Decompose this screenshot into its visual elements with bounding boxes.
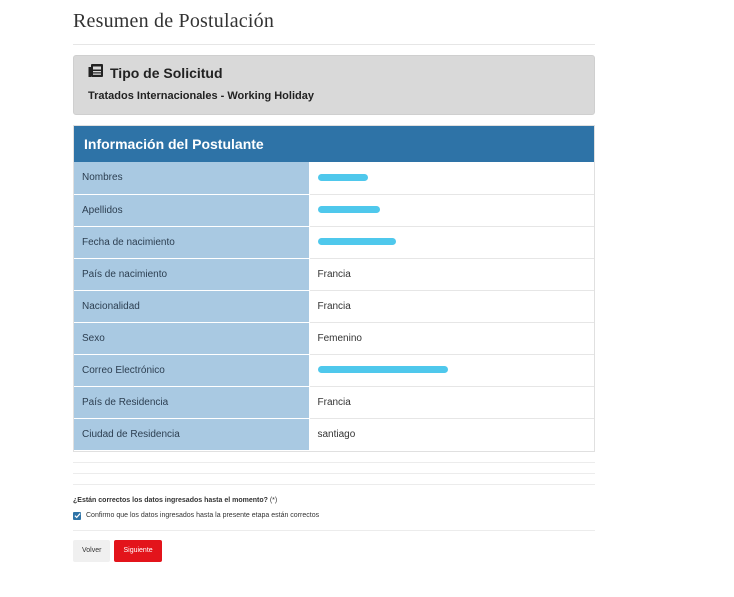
table-row [74,386,594,418]
table-row [74,290,594,322]
confirm-question-text: ¿Están correctos los datos ingresados hasta el momento? [73,496,268,504]
tipo-solicitud-title: Tipo de Solicitud [110,65,223,81]
row-value-nacionalidad: Francia [309,290,594,322]
divider [73,484,595,485]
row-label-pais-nacimiento: País de nacimiento [74,258,309,290]
redaction-mark [318,174,368,181]
table-row [74,162,594,194]
applicant-info-header: Información del Postulante [74,126,594,162]
applicant-info-panel [73,125,595,452]
table-row [74,354,594,386]
confirm-checkbox-label: Confirmo que los datos ingresados hasta la presente etapa están correctos [86,512,320,519]
row-value-fecha-nacimiento [309,226,594,258]
newspaper-icon [88,63,104,83]
confirm-checkbox[interactable] [73,512,81,520]
table-row [74,418,594,450]
row-label-correo: Correo Electrónico [74,354,309,386]
divider [73,44,595,45]
row-value-ciudad-residencia: santiago [309,418,594,450]
row-label-fecha-nacimiento: Fecha de nacimiento [74,226,309,258]
applicant-info-table [74,162,594,451]
divider [73,473,595,474]
row-value-nombres [309,162,594,194]
row-value-sexo: Femenino [309,322,594,354]
row-label-nacionalidad: Nacionalidad [74,290,309,322]
table-row [74,194,594,226]
row-value-pais-residencia: Francia [309,386,594,418]
next-button[interactable]: Siguiente [114,540,161,562]
redaction-mark [318,366,448,373]
main-container [73,0,595,562]
back-button[interactable]: Volver [73,540,110,562]
table-row [74,258,594,290]
row-label-ciudad-residencia: Ciudad de Residencia [74,418,309,450]
divider [73,462,595,463]
row-label-sexo: Sexo [74,322,309,354]
tipo-solicitud-box [73,55,595,115]
confirm-question [73,497,595,504]
table-row [74,322,594,354]
required-mark: (*) [269,496,278,504]
row-value-pais-nacimiento: Francia [309,258,594,290]
tipo-solicitud-header [88,63,580,83]
tipo-solicitud-value: Tratados Internacionales - Working Holiday [88,90,314,102]
checkmark-icon [74,512,81,519]
row-value-correo [309,354,594,386]
page-title: Resumen de Postulación [73,10,275,32]
row-value-apellidos [309,194,594,226]
row-label-nombres: Nombres [74,162,309,194]
divider [73,530,595,531]
row-label-pais-residencia: País de Residencia [74,386,309,418]
table-row [74,226,594,258]
confirm-checkbox-row[interactable] [73,512,595,520]
row-label-apellidos: Apellidos [74,194,309,226]
redaction-mark [318,206,380,213]
action-buttons [73,540,595,562]
redaction-mark [318,238,396,245]
